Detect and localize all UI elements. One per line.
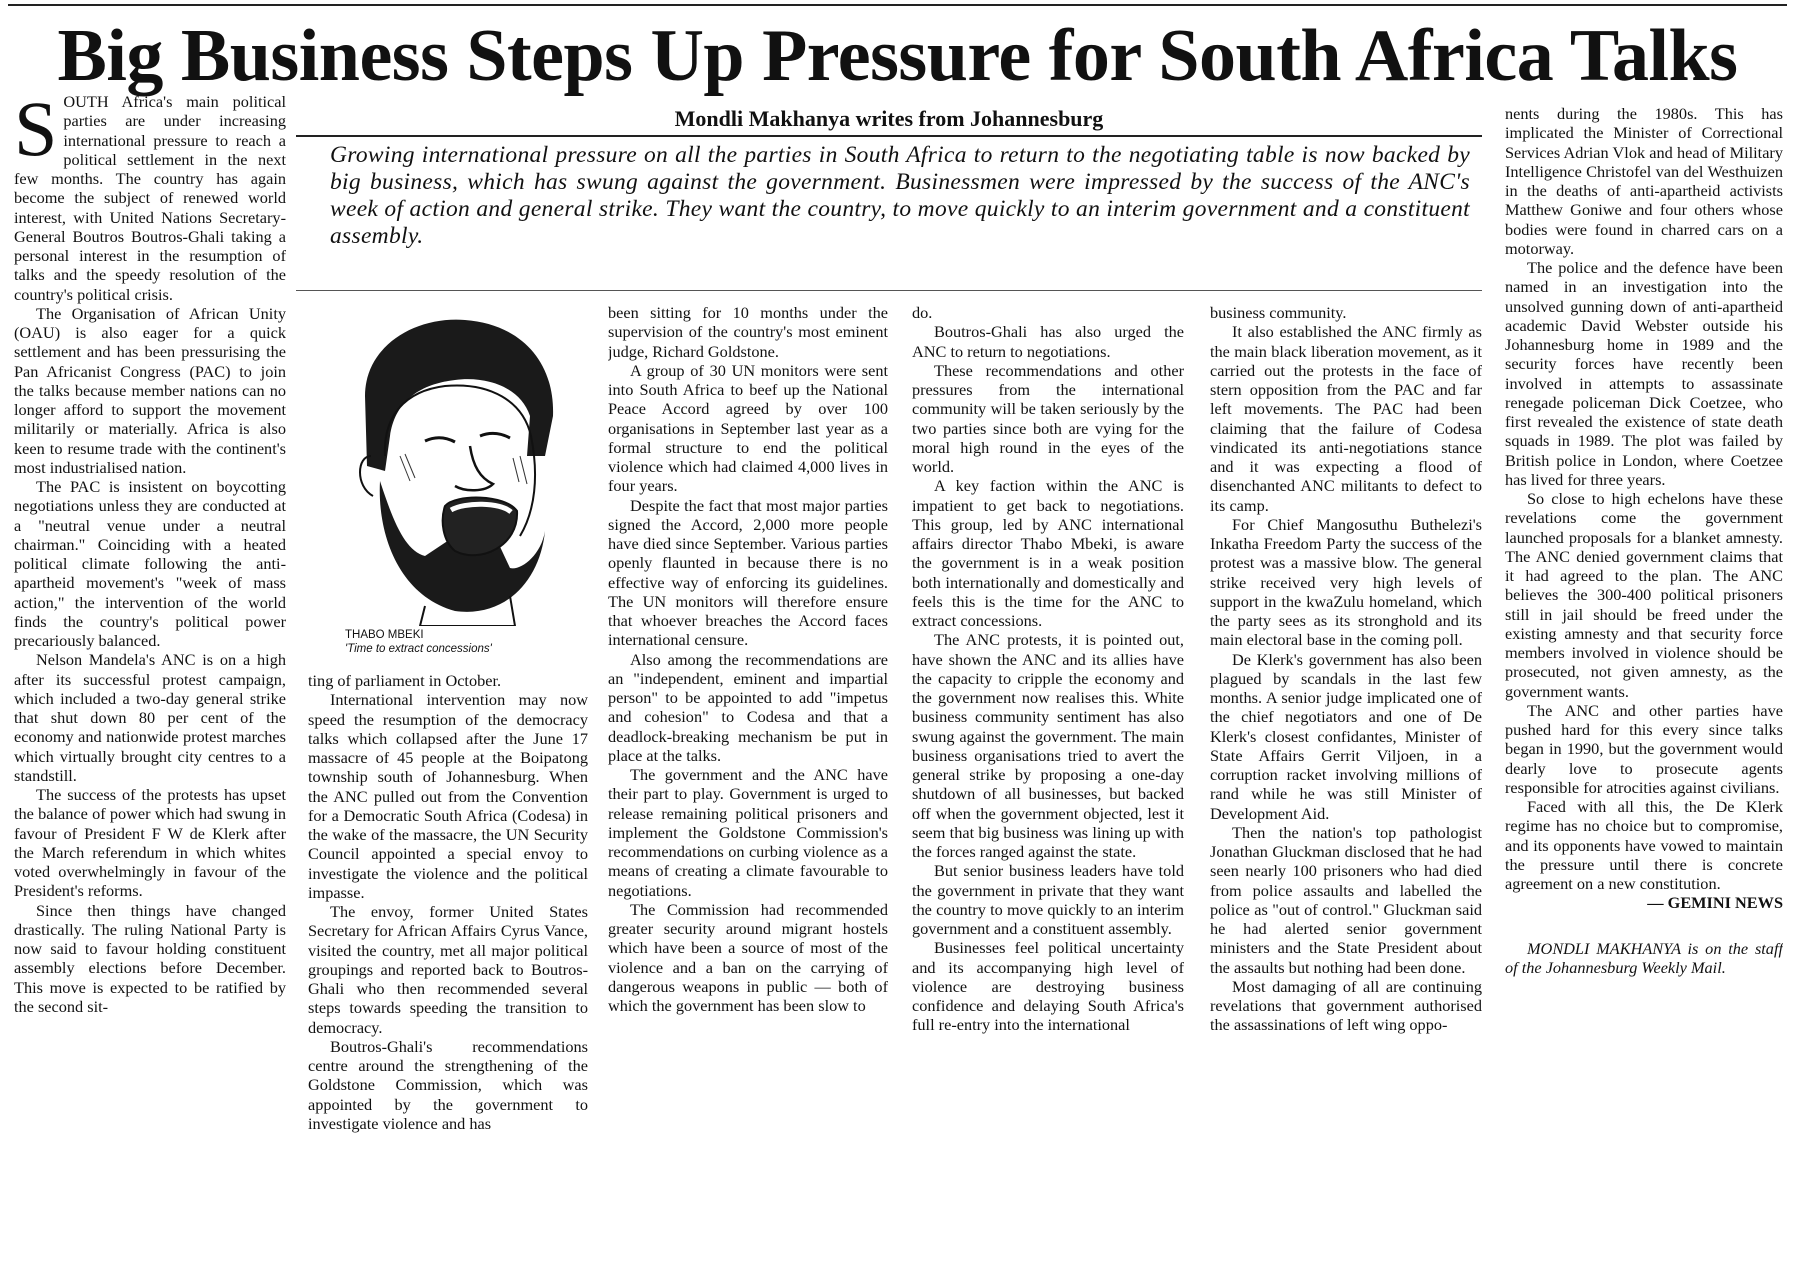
article-column-3 <box>608 303 888 1270</box>
paragraph: Since then things have changed drastically. The ruling National Party is now said to favour holding constituent assembly elections before December. This move is expected to be ratified by the second sit- <box>14 900 286 1016</box>
paragraph: Nelson Mandela's ANC is on a high after its successful protest campaign, which included a two-day general strike that shut down 80 per cent of the economy and nationwide protest marches which virtually brought city centres to a standstill. <box>14 650 286 785</box>
paragraph: ting of parliament in October. <box>308 671 502 690</box>
paragraph: For Chief Mangosuthu Buthelezi's Inkatha Freedom Party the success of the protest was a massive blow. The general strike received very high levels of support in the kwaZulu homeland, which the party sees as its stronghold and its main electoral base in the coming poll. <box>1210 514 1482 650</box>
deck-summary: Growing international pressure on all the parties in South Africa to return to the negotiating table is now backed by big business, which has swung against the government. Businessmen were impressed by the success of the ANC's week of action and general strike. They want the country, to move quickly to an interim government and a constituent assembly. <box>330 142 1470 249</box>
paragraph: It also established the ANC firmly as the main black liberation movement, as it carried out the protests in the face of stern opposition from the PAC and far left movements. The PAC had been claiming that the failure of Codesa vindicated its anti-negotiations stance and it was expecting a flood of disenchanted ANC militants to defect to its camp. <box>1210 322 1482 515</box>
paragraph: The police and the defence have been named in an investigation into the unsolved gunning down of anti-apartheid academic David Webster outside his Johannesburg home in 1989 and the security forces have recently been involved in attempts to assassinate renegade policeman Dick Coetzee, who first revealed the existence of state death squads in 1989. The plot was failed by British police in London, where Coetzee has lived for three years. <box>1505 258 1783 489</box>
paragraph: The government and the ANC have their part to play. Government is urged to release remaining political prisoners and implement the Goldstone Commission's recommendations on curbing violence as a means of creating a climate favourable to negotiations. <box>608 765 888 900</box>
byline: Mondli Makhanya writes from Johannesburg <box>674 106 1104 131</box>
paragraph: nents during the 1980s. This has implicated the Minister of Correctional Services Adrian Vlok and head of Military Intelligence Christofel van del Westhuizen in the deaths of anti-apartheid activists Matthew Goniwe and four others whose bodies were found in charred cars on a motorway. <box>1505 104 1783 258</box>
paragraph: Faced with all this, the De Klerk regime has no choice but to compromise, and its opponents have vowed to maintain the pressure until there is concrete agreement on a new constitution. <box>1505 797 1783 893</box>
paragraph: A group of 30 UN monitors were sent into South Africa to beef up the National Peace Accord agreed by over 100 organisations in September last year as a formal structure to end the political violence which had claimed 4,000 lives in four years. <box>608 360 888 496</box>
paragraph: business community. <box>1210 303 1347 322</box>
paragraph: Despite the fact that most major parties signed the Accord, 2,000 more people have died since September. Various parties openly flaunted in because there is no effective way of enforcing its guidelines. The UN monitors will therefore ensure that whoever breaches the Accord faces international censure. <box>608 495 888 650</box>
paragraph: The success of the protests has upset the balance of power which had swung in favour of President F W de Klerk after the March referendum in which whites voted overwhelmingly in favour of the President's reforms. <box>14 785 286 901</box>
paragraph: been sitting for 10 months under the supervision of the country's most eminent judge, Richard Goldstone. <box>608 303 888 361</box>
article-column-1 <box>14 92 286 1270</box>
article-column-6 <box>1505 104 1783 1270</box>
paragraph: Then the nation's top pathologist Jonathan Gluckman disclosed that he had seen nearly 100 prisoners who had died from police assaults and labelled the police as "out of control." Gluckman said he had alerted senior government ministers and the State President about the assaults but nothing had been done. <box>1210 822 1482 977</box>
deck-rule <box>296 290 1482 291</box>
lead-text: OUTH Africa's main political parties are under increasing international pressure to reach a political settlement in the next few months. The country has again become the subject of renewed world interest, with United Nations Secretary-General Boutros Boutros-Ghali taking a personal interest in the resumption of talks and the speedy resolution of the country's political crisis. <box>14 92 286 304</box>
paragraph: do. <box>912 303 933 322</box>
article-column-4 <box>912 303 1184 1270</box>
paragraph: But senior business leaders have told the government in private that they want the country to move quickly to an interim government and a constituent assembly. <box>912 861 1184 938</box>
article-column-2 <box>308 303 588 1270</box>
paragraph: Also among the recommendations are an "independent, eminent and impartial person" to be appointed to add "impetus and cohesion" to Codesa and that a deadlock-breaking mechanism be put in place at the talks. <box>608 649 888 765</box>
paragraph: Boutros-Ghali has also urged the ANC to return to negotiations. <box>912 322 1184 361</box>
author-bio: MONDLI MAKHANYA is on the staff of the Johannesburg Weekly Mail. <box>1505 938 1783 977</box>
paragraph: De Klerk's government has also been plagued by scandals in the last few months. A senior judge implicated one of the chief negotiators and one of De Klerk's closest confidantes, Minister of State Affairs Gerrit Viljoen, in a corruption racket involving millions of rand while he was still Minister of Development Aid. <box>1210 649 1482 823</box>
caption-quote: 'Time to extract concessions' <box>345 643 492 655</box>
paragraph: A key faction within the ANC is impatient to get back to negotiations. This group, led by ANC international affairs director Thabo Mbeki, is aware the government is in a weak position both internationally and domestically and feels this is the time for the ANC to extract concessions. <box>912 476 1184 630</box>
paragraph: The PAC is insistent on boycotting negotiations unless they are conducted at a "neutral venue under a neutral chairman." Coinciding with a heated political climate following the anti-apartheid movement's "week of mass action," the intervention of the world finds the country's political power precariously balanced. <box>14 477 286 650</box>
paragraph: The Organisation of African Unity (OAU) is also eager for a quick settlement and has been pressurising the Pan Africanist Congress (PAC) to join the talks because member nations can no longer afford to support the movement militarily or materially. Africa is also keen to resume trade with the continent's most industrialised nation. <box>14 303 286 477</box>
paragraph: The ANC and other parties have pushed hard for this every since talks began in 1990, but the government would dearly love to prosecute agents responsible for atrocities against civilians. <box>1505 700 1783 797</box>
caption-name: THABO MBEKI <box>345 629 424 641</box>
paragraph: Boutros-Ghali's recommendations centre around the strengthening of the Goldstone Commission, which was appointed by the government to investigate violence and has <box>308 1036 588 1133</box>
top-rule <box>8 4 1787 6</box>
paragraph: The Commission had recommended greater security around migrant hostels which have been a source of most of the violence and a ban on the carrying of dangerous weapons in public — both of which the government has been slow to <box>608 899 888 1015</box>
headline: Big Business Steps Up Pressure for South Africa Talks <box>57 15 1738 97</box>
photo-space <box>308 303 588 671</box>
paragraph: The envoy, former United States Secretary for African Affairs Cyrus Vance, visited the country, met all major political groupings and reported back to Boutros-Ghali who then recommended several steps towards speeding the transition to democracy. <box>308 902 588 1037</box>
drop-cap: S <box>14 92 58 172</box>
byline-rule <box>296 135 1482 137</box>
paragraph: Businesses feel political uncertainty and its accompanying high level of violence are destroying business confidence and delaying South Africa's full re-entry into the international <box>912 938 1184 1035</box>
paragraph: International intervention may now speed the resumption of the democracy talks which collapsed after the June 17 massacre of 45 people at the Boipatong township south of Johannesburg. When the ANC pulled out from the Convention for a Democratic South Africa (Codesa) in the wake of the massacre, the UN Security Council appointed a special envoy to investigate the violence and the political impasse. <box>308 690 588 902</box>
paragraph: Most damaging of all are continuing revelations that government authorised the assassinations of left wing oppo- <box>1210 976 1482 1035</box>
article-column-5 <box>1210 303 1482 1270</box>
paragraph: These recommendations and other pressures from the international community will be taken seriously by the two parties since both are vying for the moral high round in the eyes of the world. <box>912 360 1184 476</box>
news-agency-signature: — GEMINI NEWS <box>1647 893 1783 913</box>
paragraph: So close to high echelons have these revelations come the government launched proposals for a blanket amnesty. The ANC denied government claims that it had agreed to the plan. The ANC believes the 300-400 political prisoners still in jail should be freed under the existing amnesty and that security force members involved in violence should be prosecuted, not given amnesty, as the government wants. <box>1505 489 1783 701</box>
lead-paragraph <box>14 92 286 304</box>
paragraph: The ANC protests, it is pointed out, have shown the ANC and its allies have the capacity to cripple the economy and the government now realises this. White business community sentiment has also swung against the government. The main business organisations tried to avert the general strike by proposing a one-day shutdown of all businesses, but backed off when the government objected, lest it seem that big business was lining up with the forces ranged against the state. <box>912 630 1184 861</box>
